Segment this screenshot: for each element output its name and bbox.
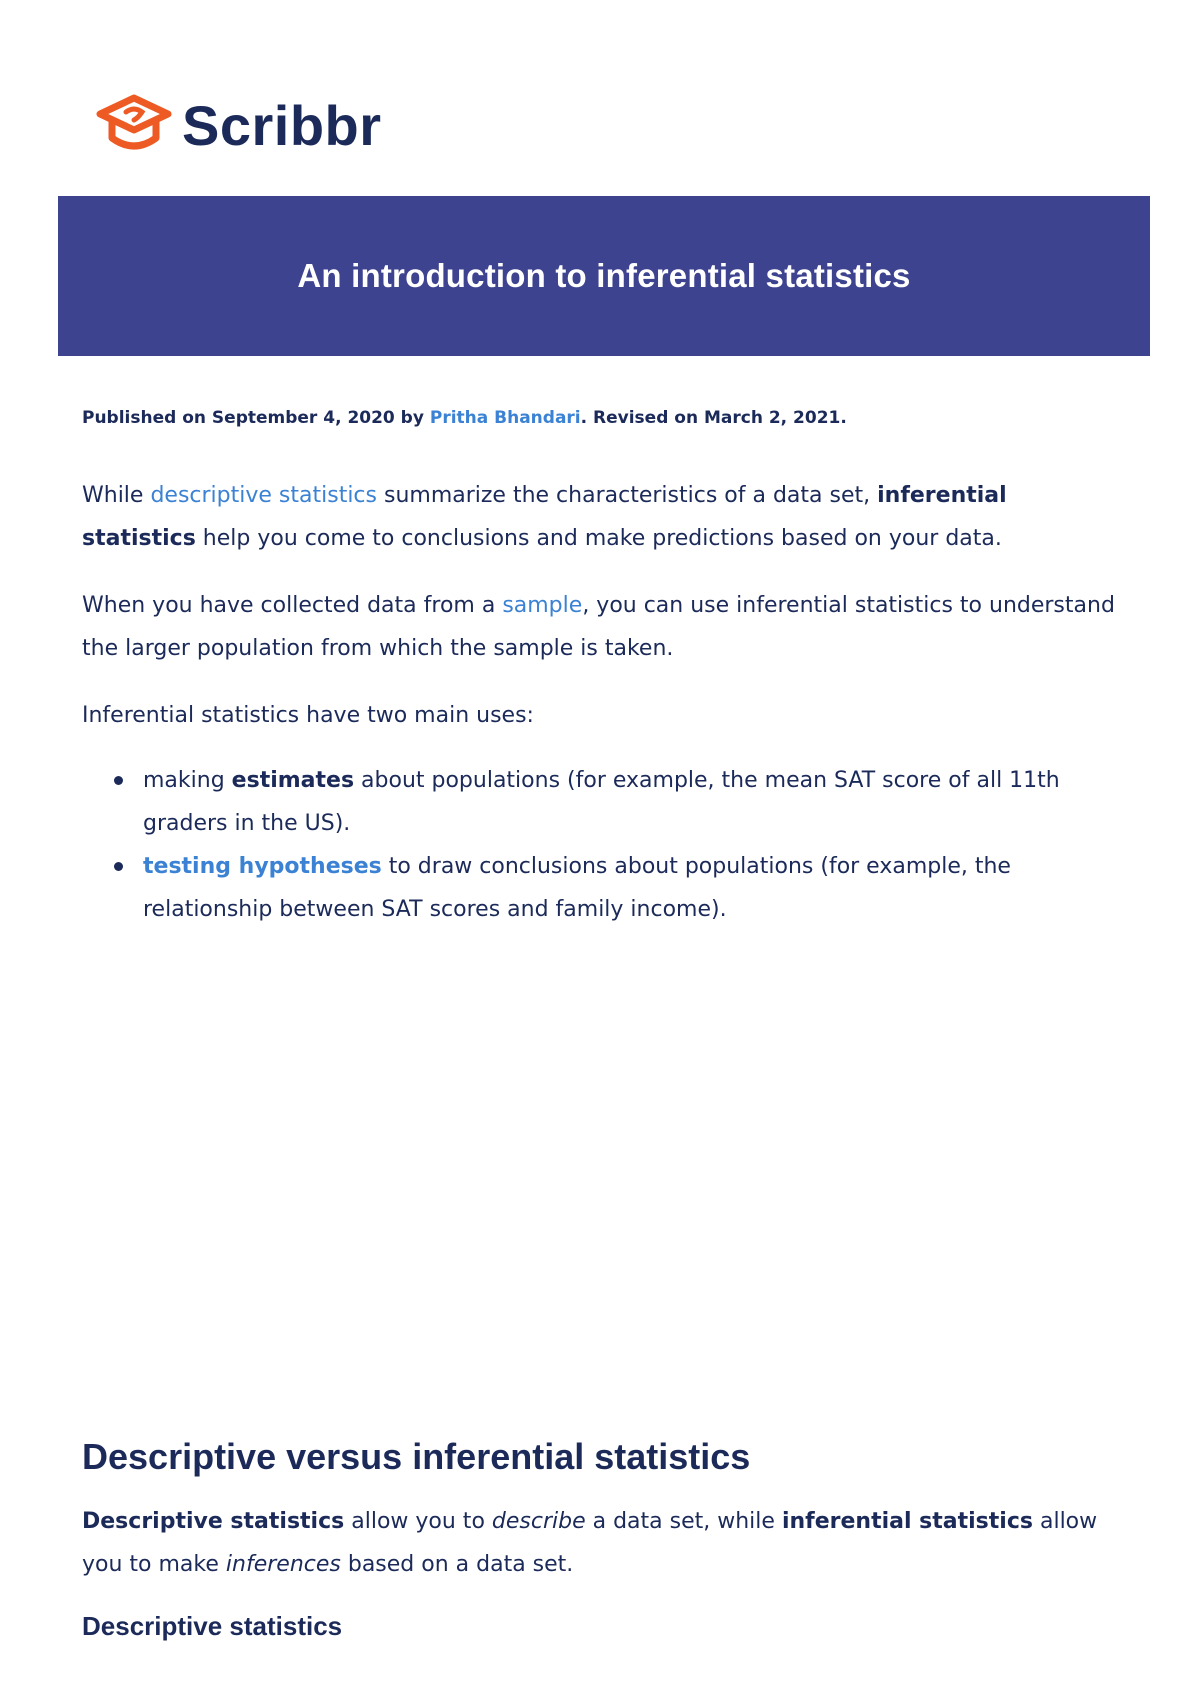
revised-date: . Revised on March 2, 2021. bbox=[580, 408, 847, 428]
list-item bbox=[82, 845, 1122, 931]
text-run: based on a data set. bbox=[340, 1552, 574, 1577]
subsection-heading: Descriptive statistics bbox=[82, 1611, 343, 1641]
title-banner bbox=[58, 196, 1150, 356]
comparison-paragraph bbox=[82, 1500, 1122, 1586]
text-run: When you have collected data from a bbox=[82, 593, 503, 618]
logo-wordmark: Scribbr bbox=[182, 94, 382, 157]
text-run: allow you to make bbox=[82, 1509, 1098, 1577]
uses-list bbox=[82, 759, 1122, 931]
published-date: Published on September 4, 2020 by bbox=[82, 408, 430, 428]
text-run: allow you to bbox=[344, 1509, 492, 1534]
publication-meta bbox=[82, 406, 1122, 430]
scribbr-logo[interactable] bbox=[94, 92, 382, 160]
section-heading: Descriptive versus inferential statistics bbox=[82, 1436, 751, 1477]
bold-term: inferential statistics bbox=[781, 1509, 1033, 1534]
bullet-icon bbox=[114, 862, 123, 871]
text-run: help you come to conclusions and make predictions based on your data. bbox=[195, 526, 1002, 551]
italic-term: inferences bbox=[225, 1552, 341, 1577]
italic-term: describe bbox=[491, 1509, 586, 1534]
text-run: a data set, while bbox=[585, 1509, 782, 1534]
text-run: , you can use inferential statistics to understand the larger population from which the sample is taken. bbox=[82, 593, 1115, 661]
intro-paragraph bbox=[82, 474, 1122, 560]
list-item bbox=[82, 759, 1122, 845]
text-run: about populations (for example, the mean SAT score of all 11th graders in the US). bbox=[143, 768, 1060, 836]
text-run: summarize the characteristics of a data set, bbox=[376, 483, 878, 508]
uses-intro-paragraph: Inferential statistics have two main uses: bbox=[82, 703, 534, 728]
bold-term: Descriptive statistics bbox=[82, 1509, 345, 1534]
page-title: An introduction to inferential statistics bbox=[297, 257, 911, 294]
bullet-icon bbox=[114, 776, 123, 785]
author-link[interactable]: Pritha Bhandari bbox=[429, 408, 581, 428]
bold-term: inferential statistics bbox=[82, 483, 1007, 551]
text-run: to draw conclusions about populations (for example, the relationship between SAT scores and family income). bbox=[143, 854, 1011, 922]
bold-term: estimates bbox=[231, 768, 355, 793]
descriptive-statistics-link[interactable]: descriptive statistics bbox=[150, 483, 377, 508]
text-run: While bbox=[82, 483, 151, 508]
text-run: making bbox=[143, 768, 232, 793]
sample-paragraph bbox=[82, 584, 1122, 670]
graduation-cap-icon bbox=[94, 92, 174, 160]
sample-link[interactable]: sample bbox=[502, 593, 583, 618]
testing-hypotheses-link[interactable]: testing hypotheses bbox=[143, 854, 382, 879]
